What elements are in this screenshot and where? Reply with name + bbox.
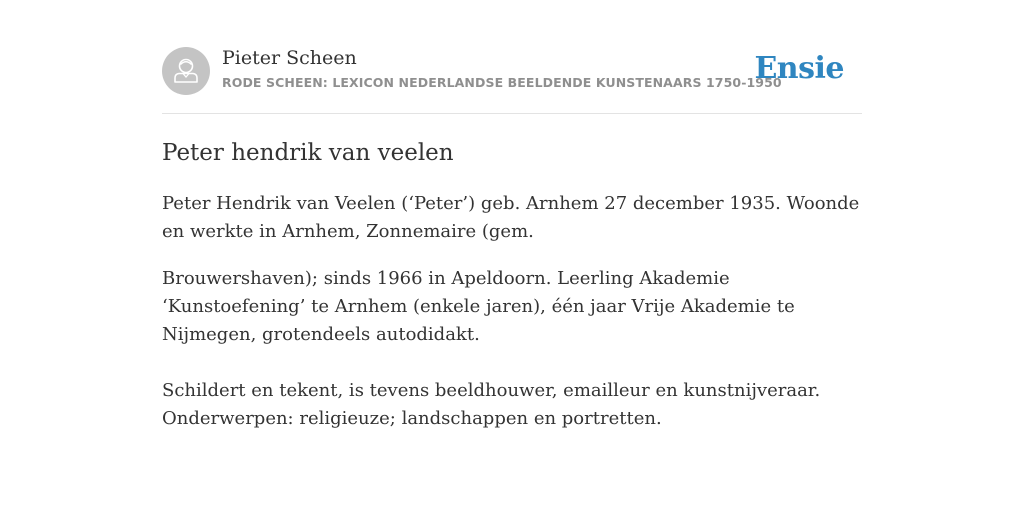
user-icon: [162, 47, 210, 95]
brand-logo[interactable]: Ensie: [754, 51, 844, 86]
page-container: [162, 0, 862, 429]
article-title: Peter hendrik van veelen: [162, 140, 454, 166]
article-paragraph-3: Schildert en tekent, is tevens beeldhouwer, emailleur en kunstnijveraar. Onderwerpen: religieuze; landschappen en portretten.: [162, 380, 821, 429]
article-paragraph-1: Peter Hendrik van Veelen (‘Peter’) geb. Arnhem 27 december 1935. Woonde en werkte in Arnhem, Zonnemaire (gem.: [162, 193, 860, 242]
avatar[interactable]: [162, 47, 210, 95]
article-paragraph-2: Brouwershaven); sinds 1966 in Apeldoorn. Leerling Akademie ‘Kunstoefening’ te Arnhem (enkele jaren), één jaar Vrije Akademie te Nijmegen, grotendeels autodidakt.: [162, 268, 795, 345]
page-header: [162, 0, 862, 114]
source-title[interactable]: RODE SCHEEN: LEXICON NEDERLANDSE BEELDENDE KUNSTENAARS 1750-1950: [222, 75, 782, 90]
author-name[interactable]: Pieter Scheen: [222, 47, 357, 69]
